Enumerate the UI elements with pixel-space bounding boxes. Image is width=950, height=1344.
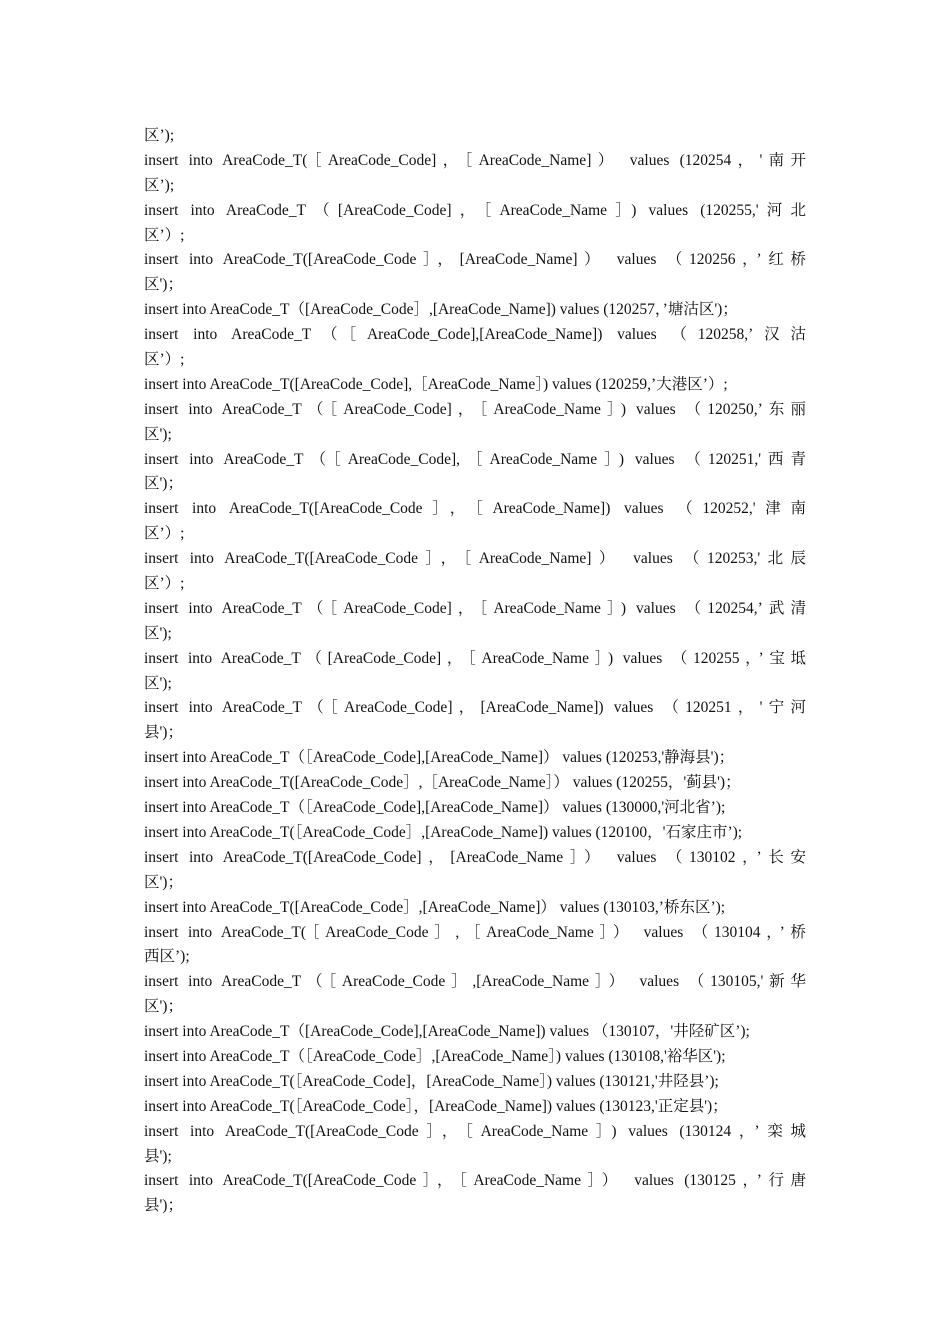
- text-line: insert into AreaCode_T(［AreaCode_Code]，[AreaCode_Name］) values (130121,'井陉县’);: [144, 1072, 719, 1090]
- text-line: 区’）;: [144, 226, 185, 244]
- text-line: insert into AreaCode_T([AreaCode_Code］,［AreaCode_Name］） values (120255，'蓟县')；: [144, 774, 741, 792]
- text-line: insert into AreaCode_T（［AreaCode_Code],[AreaCode_Name]) values （120258,’汉沽: [144, 326, 806, 344]
- text-line: insert into AreaCode_T（[AreaCode_Code]，［AreaCode_Name］) values （120255，’宝坻: [144, 649, 806, 667]
- text-line: insert into AreaCode_T([AreaCode_Code］，［AreaCode_Name］) values (130124，’栾城: [144, 1122, 806, 1140]
- text-line: insert into AreaCode_T（［AreaCode_Code],[AreaCode_Name]） values (120253,'静海县')；: [144, 749, 735, 767]
- text-line: insert into AreaCode_T（［AreaCode_Code］,[AreaCode_Name］) values (130108,'裕华区');: [144, 1047, 726, 1065]
- text-line: insert into AreaCode_T([AreaCode_Code］，［AreaCode_Name]） values （120253,'北辰: [144, 550, 806, 568]
- text-line: insert into AreaCode_T([AreaCode_Code］，［AreaCode_Name]) values （120252,'津南: [144, 500, 806, 518]
- text-line: 区’）;: [144, 575, 185, 593]
- text-line: insert into AreaCode_T（［AreaCode_Code],［AreaCode_Name］) values （120251,'西青: [144, 450, 806, 468]
- text-line: insert into AreaCode_T(［AreaCode_Code］，[AreaCode_Name]) values (130123,'正定县')；: [144, 1097, 728, 1115]
- text-line: 区’）;: [144, 525, 185, 543]
- text-line: insert into AreaCode_T（［AreaCode_Code]，[AreaCode_Name]) values （120251，'宁河: [144, 699, 806, 717]
- text-line: 县');: [144, 1147, 172, 1165]
- text-line: 区');: [144, 674, 172, 692]
- text-line: 区');: [144, 425, 172, 443]
- text-line: insert into AreaCode_T（[AreaCode_Code]，［AreaCode_Name］) values (120255,'河北: [144, 201, 806, 219]
- text-line: insert into AreaCode_T([AreaCode_Code］，［AreaCode_Name］） values (130125，’行唐: [144, 1172, 806, 1190]
- text-line: insert into AreaCode_T(［AreaCode_Code］,［AreaCode_Name］） values （130104，’桥: [144, 923, 806, 941]
- text-line: insert into AreaCode_T([AreaCode_Code],［AreaCode_Name］) values (120259,’大港区’）;: [144, 375, 728, 393]
- text-line: 区')；: [144, 873, 183, 891]
- text-line: insert into AreaCode_T(［AreaCode_Code］,[AreaCode_Name]) values (120100，'石家庄市’);: [144, 823, 743, 841]
- text-line: 西区’);: [144, 948, 190, 966]
- text-line: insert into AreaCode_T（［AreaCode_Code]，［AreaCode_Name］) values （120250,’东丽: [144, 400, 806, 418]
- text-line: 区')；: [144, 276, 183, 294]
- text-line: insert into AreaCode_T(［AreaCode_Code]，［AreaCode_Name]） values (120254，'南开: [144, 151, 806, 169]
- text-line: 县')；: [144, 1197, 183, 1215]
- text-line: insert into AreaCode_T（[AreaCode_Code］,[AreaCode_Name]) values (120257，’塘沽区')；: [144, 301, 738, 319]
- sql-insert-statements: [144, 124, 806, 1219]
- text-line: insert into AreaCode_T([AreaCode_Code］，[AreaCode_Name]） values （120256，’红桥: [144, 251, 806, 269]
- text-line: insert into AreaCode_T([AreaCode_Code]，[AreaCode_Name］） values （130102，’长安: [144, 848, 806, 866]
- text-line: 区');: [144, 624, 172, 642]
- text-line: 区’);: [144, 127, 175, 144]
- text-line: 县')；: [144, 724, 183, 742]
- text-line: 区’);: [144, 176, 175, 194]
- text-line: 区’）;: [144, 351, 185, 369]
- text-line: 区')；: [144, 998, 183, 1016]
- text-line: insert into AreaCode_T（［AreaCode_Code］,[AreaCode_Name］） values （130105,'新华: [144, 973, 806, 991]
- text-line: insert into AreaCode_T（［AreaCode_Code]，［AreaCode_Name］) values （120254,’武清: [144, 599, 806, 617]
- text-line: insert into AreaCode_T（［AreaCode_Code],[AreaCode_Name]） values (130000,'河北省’);: [144, 799, 726, 817]
- text-line: insert into AreaCode_T([AreaCode_Code］,[AreaCode_Name]） values (130103,’桥东区’);: [144, 898, 726, 916]
- text-line: insert into AreaCode_T（[AreaCode_Code],[AreaCode_Name]) values （130107，'井陉矿区’);: [144, 1023, 750, 1041]
- text-line: 区')；: [144, 475, 183, 493]
